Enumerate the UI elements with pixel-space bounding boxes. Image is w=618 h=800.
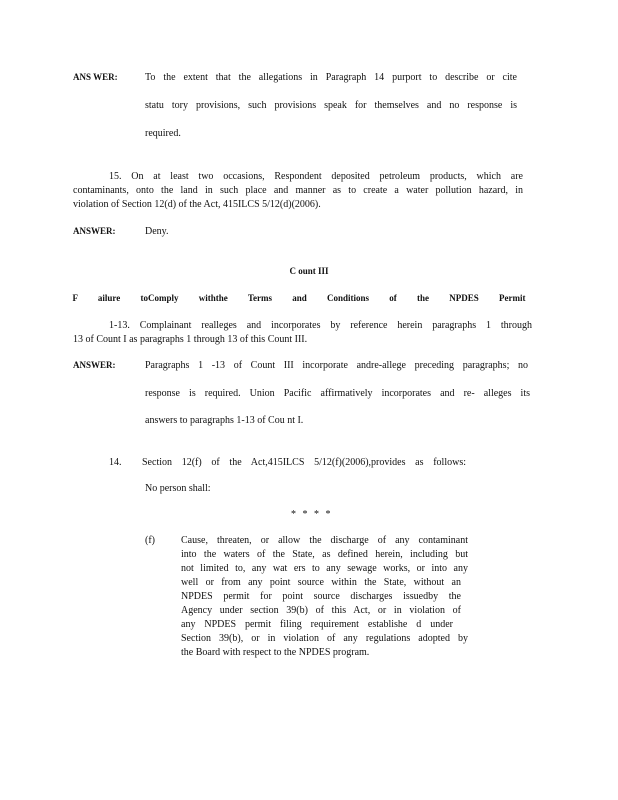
quote-line: into the waters of the State, as defined herein, including but	[181, 549, 468, 560]
answer-text-line: statu tory provisions, such provisions speak for themselves and no response is	[145, 100, 517, 111]
paragraph-15-line: 15. On at least two occasions, Respondent deposited petroleum products, which are	[109, 171, 523, 182]
quote-marker: (f)	[145, 535, 155, 546]
ellipsis-stars: * * * *	[291, 509, 333, 520]
paragraph-14-text: Section 12(f) of the Act,415ILCS 5/12(f)(2006),provides as follows:	[142, 457, 466, 468]
answer-text-line: answers to paragraphs 1-13 of Cou nt I.	[145, 415, 304, 426]
answer-label: ANS WER:	[73, 72, 118, 82]
quote-line: Agency under section 39(b) of this Act, or in violation of	[181, 605, 461, 616]
paragraph-1-13-line: 1-13. Complainant realleges and incorporates by reference herein paragraphs 1 through	[109, 320, 532, 331]
answer-label: ANSWER:	[73, 360, 116, 370]
paragraph-14-number: 14.	[109, 457, 122, 468]
answer-text-line: To the extent that the allegations in Paragraph 14 purport to describe or cite	[145, 72, 517, 83]
paragraph-15-line: contaminants, onto the land in such place and manner as to create a water pollution hazard, in	[73, 185, 523, 196]
quote-line: well or from any point source within the State, without an	[181, 577, 461, 588]
quote-line: NPDES permit for point source discharges issuedby the	[181, 591, 461, 602]
answer-text-line: Paragraphs 1 -13 of Count III incorporate andre-allege preceding paragraphs; no	[145, 360, 528, 371]
quote-line: not limited to, any wat ers to any sewage works, or into any	[181, 563, 468, 574]
answer-text: Deny.	[145, 226, 169, 237]
paragraph-15-line: violation of Section 12(d) of the Act, 415ILCS 5/12(d)(2006).	[73, 199, 321, 210]
quote-line: any NPDES permit filing requirement establishe d under	[181, 619, 453, 630]
quote-line: Cause, threaten, or allow the discharge of any contaminant	[181, 535, 468, 546]
answer-text-line: required.	[145, 128, 181, 139]
no-person-line: No person shall:	[145, 483, 211, 494]
answer-label: ANSWER:	[73, 226, 116, 236]
answer-text-line: response is required. Union Pacific affirmatively incorporates and re- alleges its	[145, 388, 530, 399]
quote-line: Section 39(b), or in violation of any regulations adopted by	[181, 633, 468, 644]
count-heading: C ount III	[289, 266, 329, 276]
quote-line: the Board with respect to the NPDES program.	[181, 647, 370, 658]
paragraph-1-13-line: 13 of Count I as paragraphs 1 through 13 of this Count III.	[73, 334, 308, 345]
count-subheading: F ailure toComply withthe Terms and Conditions of the NPDES Permit	[72, 293, 526, 303]
